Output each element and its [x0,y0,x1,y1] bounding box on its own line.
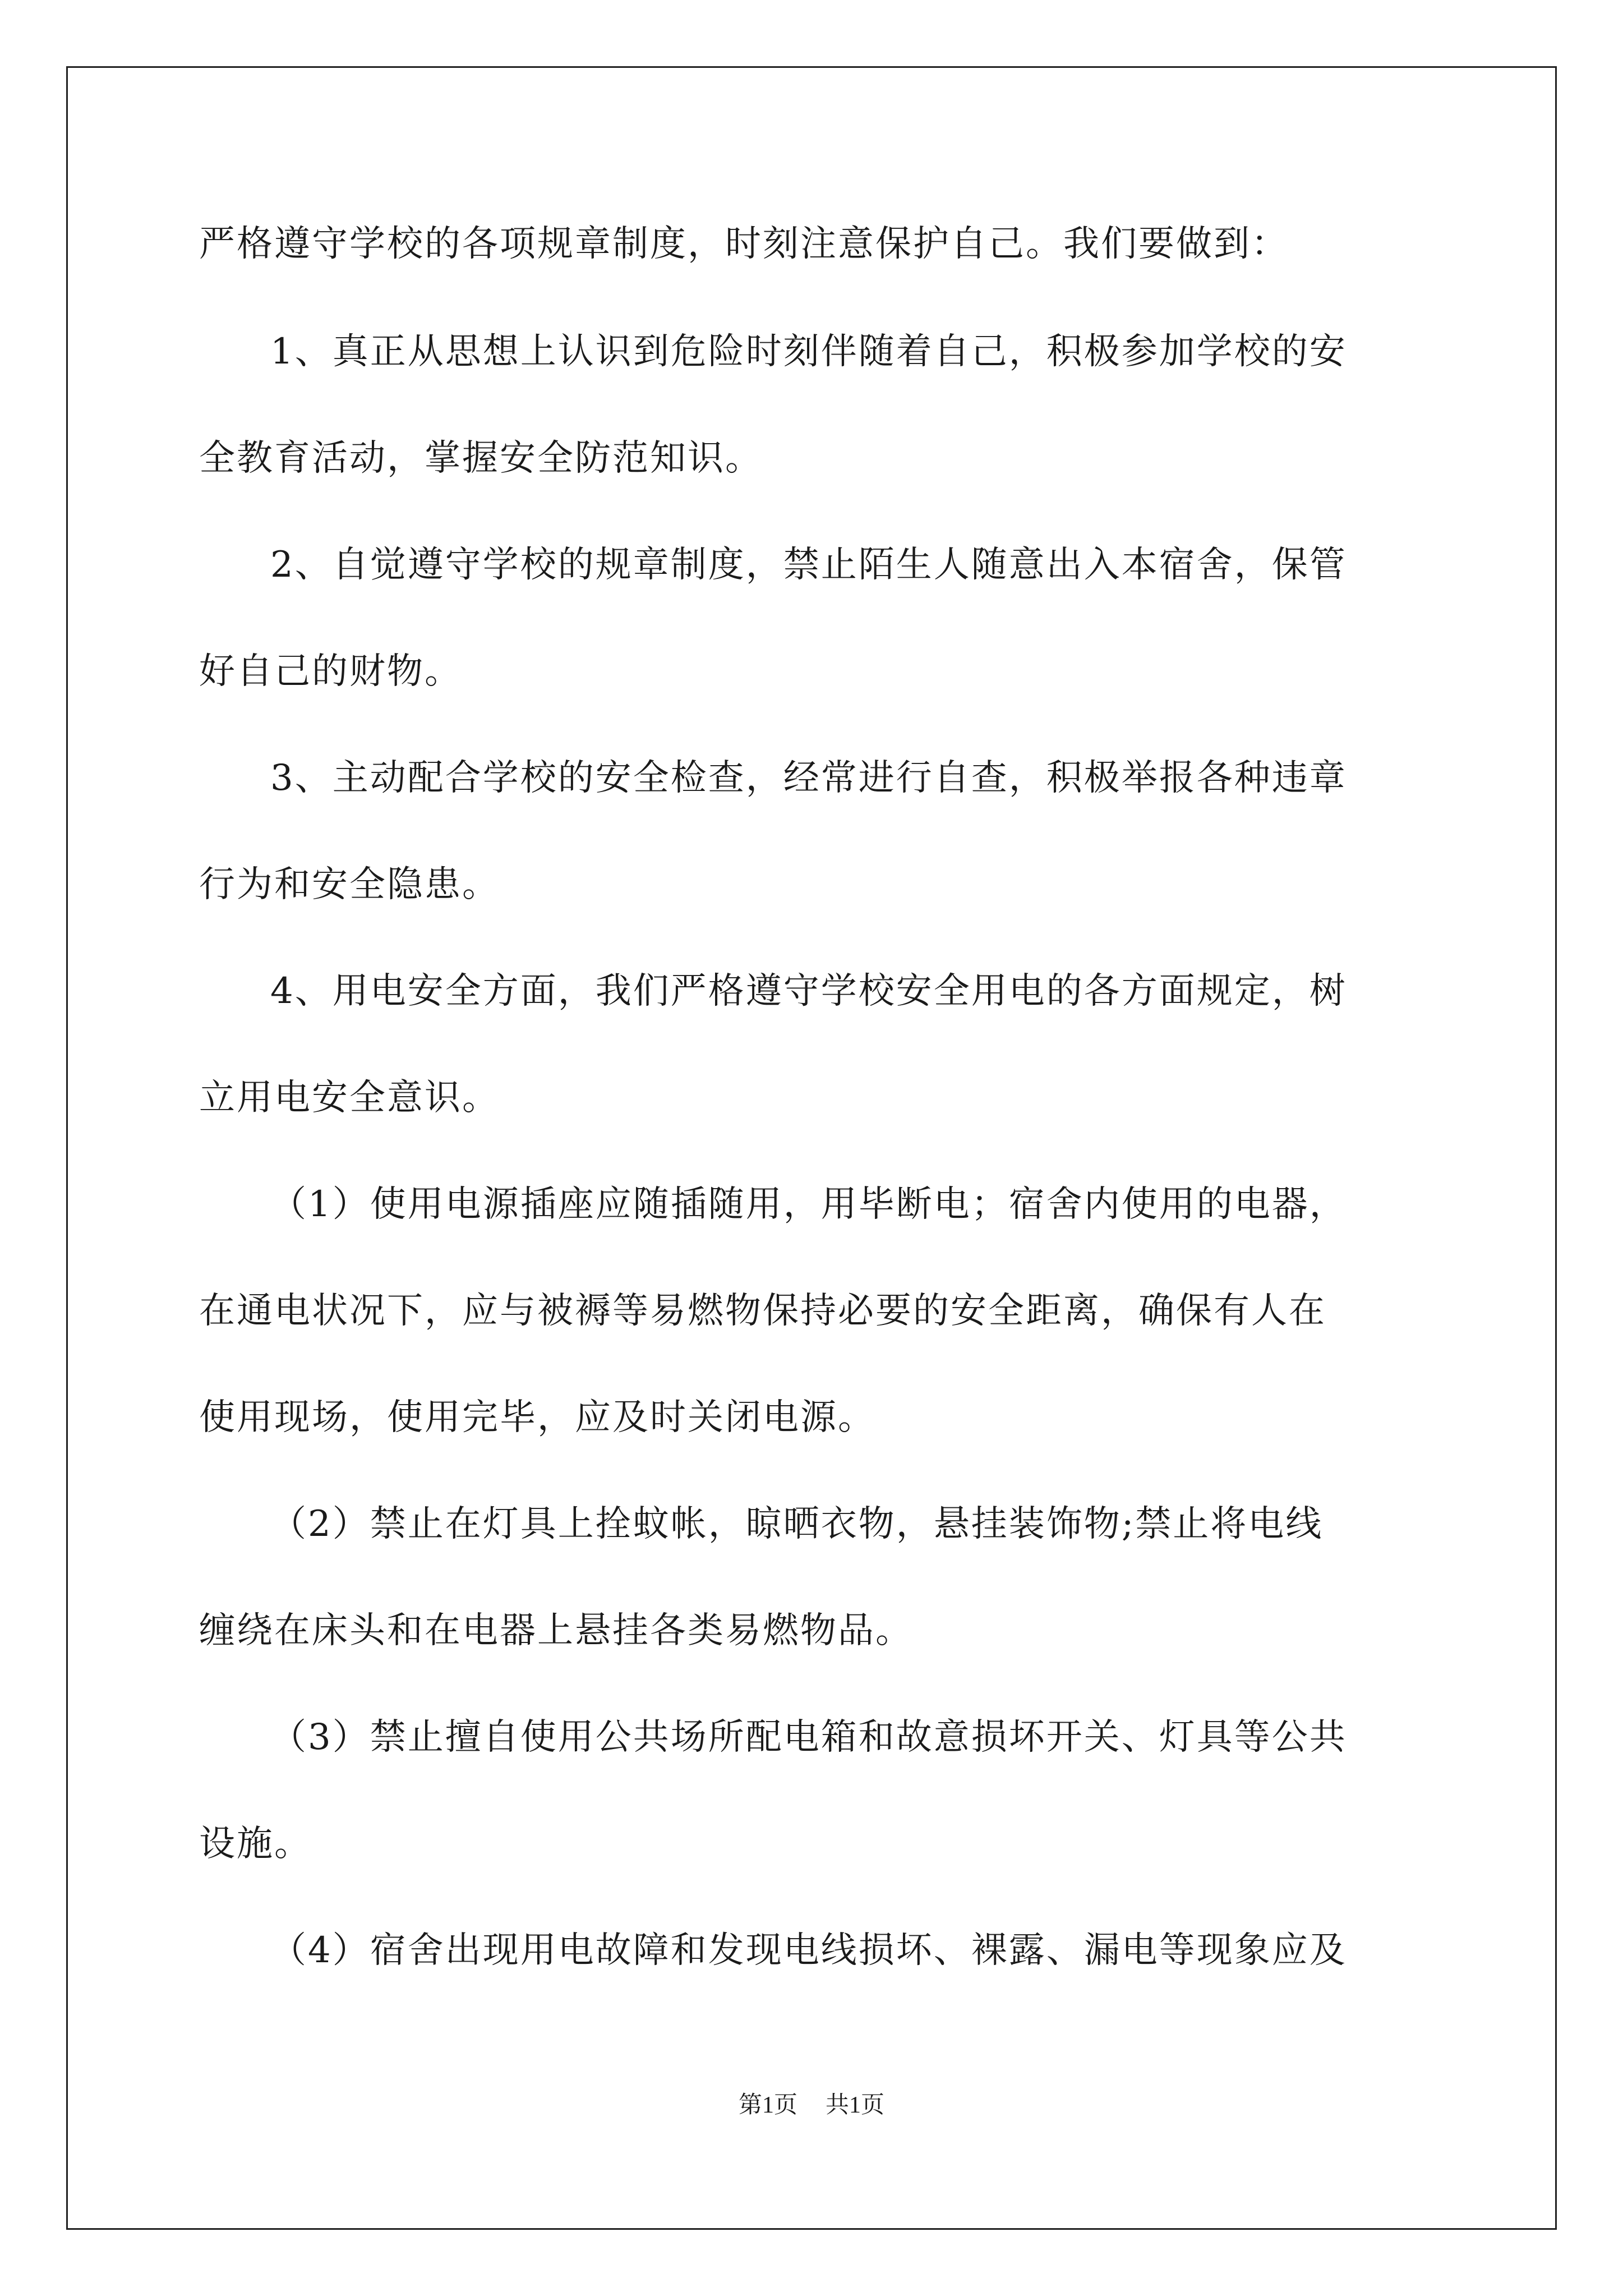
text-line: （3）禁止擅自使用公共场所配电箱和故意损坏开关、灯具等公共 [270,1717,1347,1758]
page-number-current: 第1页 [738,2092,797,2118]
page-number-total: 共1页 [826,2092,885,2118]
text-line: 在通电状况下，应与被褥等易燃物保持必要的安全距离，确保有人在 [199,1290,1326,1332]
text-line: 严格遵守学校的各项规章制度，时刻注意保护自己。我们要做到： [199,223,1289,265]
text-line: 4、用电安全方面，我们严格遵守学校安全用电的各方面规定，树 [270,970,1347,1012]
page-footer [0,2090,1623,2121]
page-border [66,66,1557,2230]
text-line: 1、真正从思想上认识到危险时刻伴随着自己，积极参加学校的安 [270,331,1347,372]
text-line: 缠绕在床头和在电器上悬挂各类易燃物品。 [199,1610,913,1651]
text-line: 好自己的财物。 [199,651,462,692]
text-line: 全教育活动，掌握安全防范知识。 [199,438,763,479]
text-line: 立用电安全意识。 [199,1077,500,1119]
text-line: （2）禁止在灯具上拴蚊帐，晾晒衣物，悬挂装饰物;禁止将电线 [270,1503,1324,1545]
text-line: 3、主动配合学校的安全检查，经常进行自查，积极举报各种违章 [270,757,1347,799]
text-line: 行为和安全隐患。 [199,864,500,905]
text-line: 2、自觉遵守学校的规章制度，禁止陌生人随意出入本宿舍，保管 [270,544,1347,586]
text-line: （4）宿舍出现用电故障和发现电线损坏、裸露、漏电等现象应及 [270,1930,1347,1971]
text-line: 设施。 [199,1823,312,1865]
text-line: 使用现场，使用完毕，应及时关闭电源。 [199,1397,875,1438]
text-line: （1）使用电源插座应随插随用，用毕断电；宿舍内使用的电器， [270,1184,1347,1225]
